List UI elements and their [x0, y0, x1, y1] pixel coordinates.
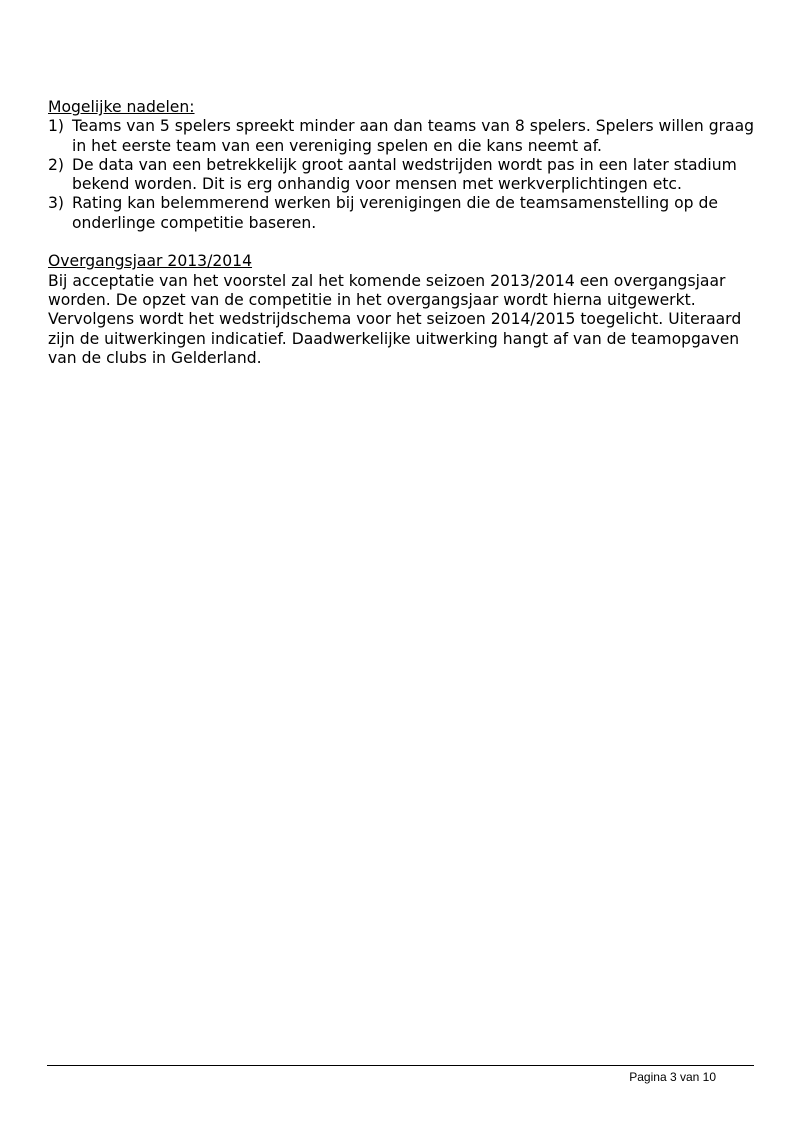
page-number: Pagina 3 van 10: [629, 1070, 716, 1084]
list-item-number: 1): [48, 117, 65, 136]
section-spacer: [48, 233, 758, 252]
list-item-text: De data van een betrekkelijk groot aantal wedstrijden wordt pas in een later stadium bekend worden. Dit is erg onhandig voor mensen met werkverplichtingen etc.: [72, 155, 737, 194]
footer-divider: [47, 1065, 754, 1066]
page-content: [48, 98, 758, 368]
list-item-number: 3): [48, 194, 65, 213]
disadvantages-list: [48, 117, 758, 233]
list-item: [48, 156, 758, 195]
list-item: [48, 117, 758, 156]
transition-year-paragraph: Bij acceptatie van het voorstel zal het komende seizoen 2013/2014 een overgangsjaar worden. De opzet van de competitie in het overgangsjaar wordt hierna uitgewerkt. Vervolgens wordt het wedstrijdschema voor het seizoen 2014/2015 toegelicht. Uiteraard zijn de uitwerkingen indicatief. Daadwerkelijke uitwerking hangt af van de teamopgaven van de clubs in Gelderland.: [48, 271, 742, 367]
section-heading-disadvantages: Mogelijke nadelen:: [48, 98, 195, 116]
list-item-text: Teams van 5 spelers spreekt minder aan dan teams van 8 spelers. Spelers willen graag in het eerste team van een vereniging spelen en die kans neemt af.: [72, 117, 755, 155]
section-heading-transition-year: Overgangsjaar 2013/2014: [48, 252, 253, 271]
list-item-number: 2): [48, 155, 65, 174]
list-item-text: Rating kan belemmerend werken bij verenigingen die de teamsamenstelling op de onderlinge competitie baseren.: [72, 194, 718, 232]
list-item: [48, 194, 758, 233]
